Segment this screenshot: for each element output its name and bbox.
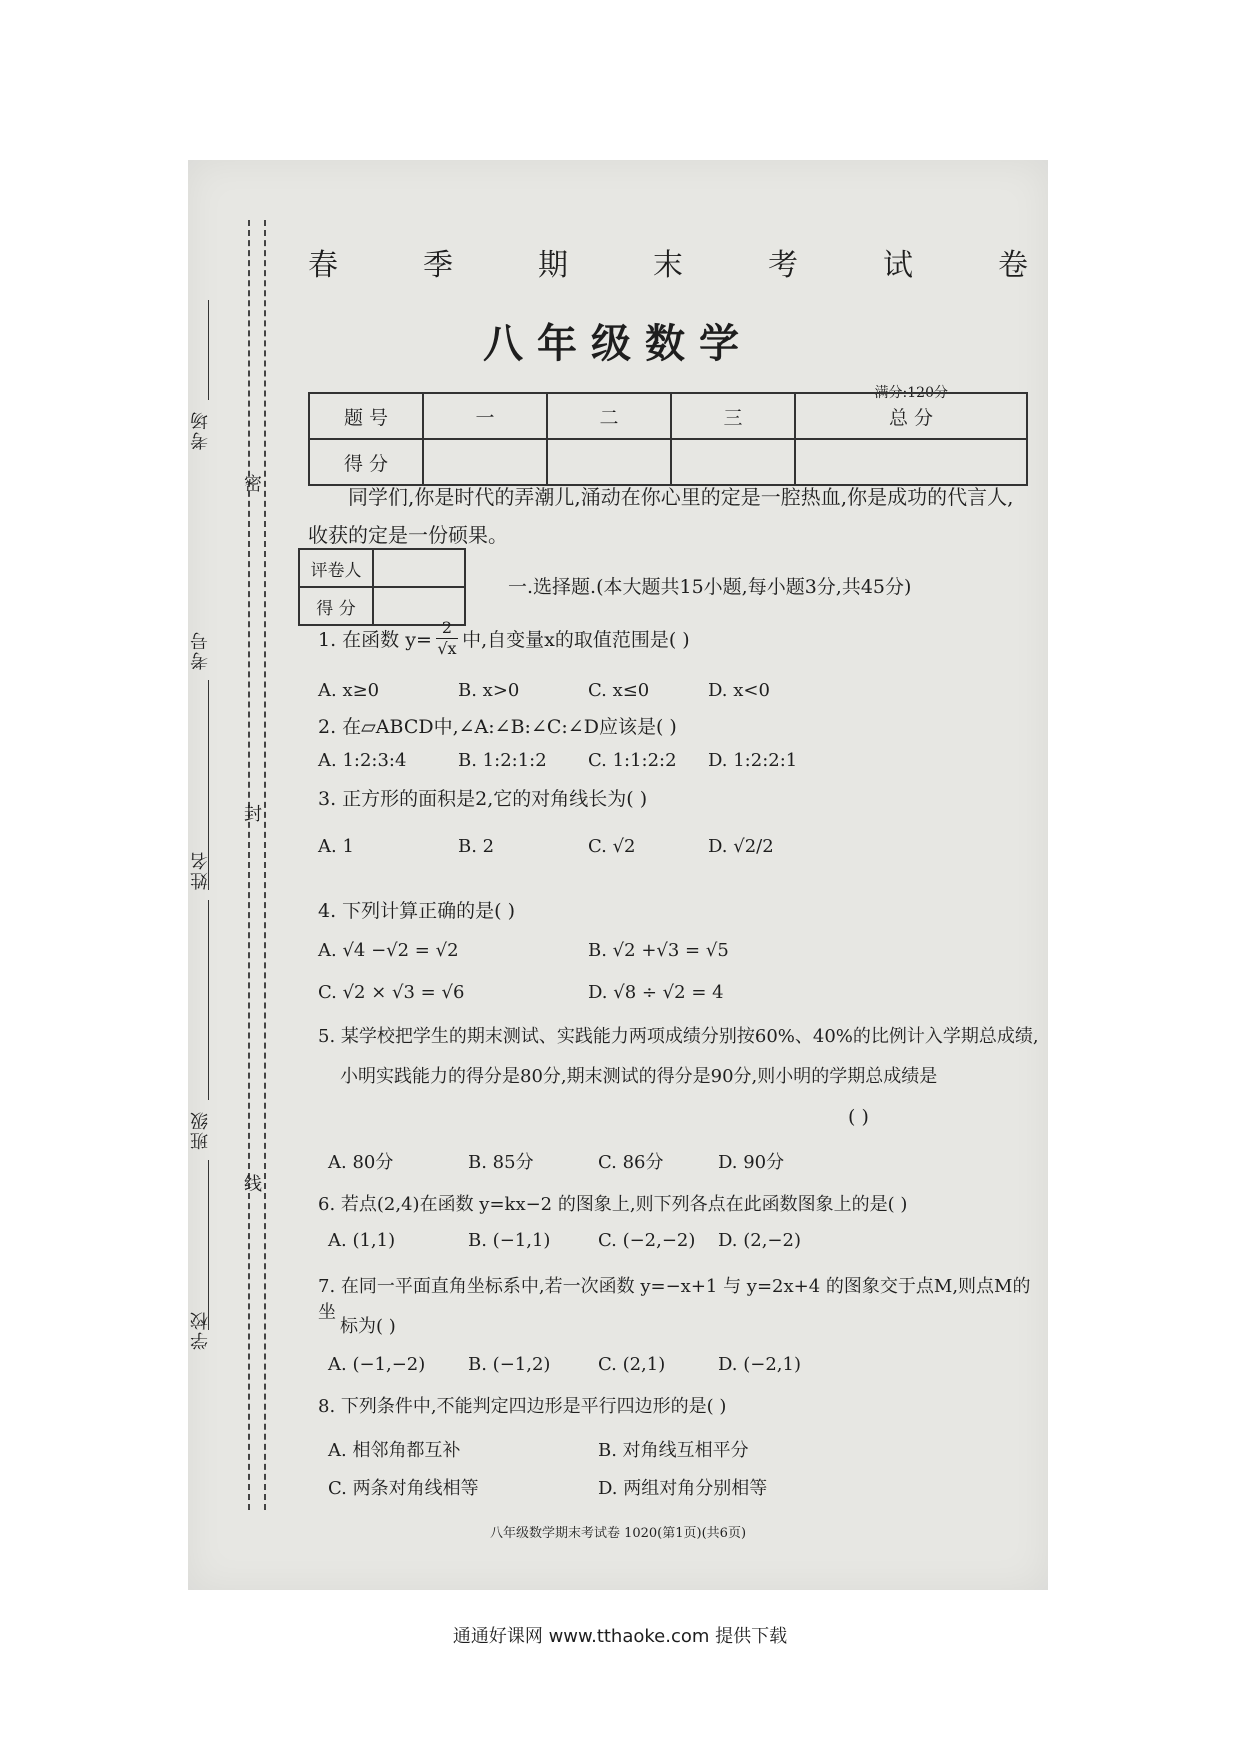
option[interactable]: C. (2,1) (598, 1354, 666, 1375)
option[interactable]: B. 2 (458, 836, 495, 857)
option[interactable]: D. (−2,1) (718, 1354, 801, 1375)
subject-title: 八年级数学 (483, 320, 753, 367)
option[interactable]: A. √4 −√2 = √2 (318, 940, 459, 961)
option[interactable]: A. 80分 (328, 1152, 394, 1173)
question-6: 6. 若点(2,4)在函数 y=kx−2 的图象上,则下列各点在此函数图象上的是( ) (318, 1194, 908, 1215)
exam-title (308, 240, 1028, 284)
option[interactable]: A. x≥0 (318, 680, 380, 701)
table-cell: 评卷人 (299, 549, 373, 587)
exam-title-char: 期 (538, 248, 568, 283)
answer-paren[interactable]: ( ) (848, 1106, 869, 1128)
download-credit: 通通好课网 www.tthaoke.com 提供下载 (452, 1626, 788, 1647)
section-title: 一.选择题.(本大题共15小题,每小题3分,共45分) (508, 576, 912, 598)
option[interactable]: D. √2/2 (708, 836, 774, 857)
score-table (308, 392, 1028, 486)
option[interactable]: A. 1:2:3:4 (318, 750, 407, 771)
page-footer: 八年级数学期末考试卷 1020(第1页)(共6页) (489, 1526, 747, 1541)
seal-mark-mi: 密 (244, 474, 262, 495)
option[interactable]: C. 两条对角线相等 (328, 1478, 479, 1499)
question-8: 8. 下列条件中,不能判定四边形是平行四边形的是( ) (318, 1396, 727, 1417)
exam-title-char: 末 (653, 248, 683, 283)
question-2: 2. 在▱ABCD中,∠A:∠B:∠C:∠D应该是( ) (318, 716, 677, 738)
binding-label-class: 班级 (190, 1110, 211, 1150)
option[interactable]: D. 1:2:2:1 (708, 750, 798, 771)
option[interactable]: D. √8 ÷ √2 = 4 (588, 982, 724, 1003)
option[interactable]: C. √2 (588, 836, 636, 857)
option[interactable]: B. 1:2:1:2 (458, 750, 547, 771)
option[interactable]: D. 两组对角分别相等 (598, 1478, 768, 1499)
option[interactable]: B. (−1,2) (468, 1354, 551, 1375)
question-7: 7. 在同一平面直角坐标系中,若一次函数 y=−x+1 与 y=2x+4 的图象交于点M,则点M的坐 (318, 1276, 1031, 1323)
binding-label-number: 考号 (190, 630, 211, 670)
radicand: x (447, 639, 457, 658)
table-cell: 得 分 (299, 587, 373, 625)
option[interactable]: C. x≤0 (588, 680, 650, 701)
option[interactable]: C. 86分 (598, 1152, 664, 1173)
option[interactable]: A. (−1,−2) (328, 1354, 426, 1375)
binding-label-name: 姓名 (190, 850, 211, 890)
question-4: 4. 下列计算正确的是( ) (318, 900, 516, 922)
option[interactable]: D. (2,−2) (718, 1230, 801, 1251)
option[interactable]: C. √2 × √3 = √6 (318, 982, 465, 1003)
option[interactable]: B. (−1,1) (468, 1230, 551, 1251)
seal-mark-feng: 封 (244, 804, 262, 825)
question-5-line2: 小明实践能力的得分是80分,期末测试的得分是90分,则小明的学期总成绩是 (340, 1066, 938, 1087)
table-row (309, 393, 1027, 439)
fraction-numerator: 2 (436, 618, 458, 639)
binding-line-outer (248, 220, 250, 1510)
exam-title-char: 卷 (998, 248, 1028, 283)
question-1 (318, 618, 690, 659)
binding-label-school: 学校 (190, 1310, 211, 1350)
question-5: 5. 某学校把学生的期末测试、实践能力两项成绩分别按60%、40%的比例计入学期总成绩, (318, 1026, 1039, 1047)
exam-title-char: 考 (768, 248, 798, 283)
option[interactable]: B. x>0 (458, 680, 520, 701)
fraction-denominator: √x (437, 639, 457, 658)
option[interactable]: B. 对角线互相平分 (598, 1440, 749, 1461)
table-cell: 总 分 (795, 393, 1027, 439)
question-stem-tail: 中,自变量x的取值范围是( ) (462, 629, 690, 651)
table-cell: 三 (671, 393, 795, 439)
intro-paragraph: 同学们,你是时代的弄潮儿,涌动在你心里的定是一腔热血,你是成功的代言人,收获的定是一份硕果。 (308, 485, 1014, 547)
table-cell: 一 (423, 393, 547, 439)
exam-title-char: 试 (883, 248, 913, 283)
exam-title-char: 季 (423, 248, 453, 283)
binding-label-room: 考场 (190, 410, 211, 450)
option[interactable]: C. 1:1:2:2 (588, 750, 677, 771)
option[interactable]: D. x<0 (708, 680, 770, 701)
seal-mark-xian: 线 (244, 1174, 262, 1195)
table-cell: 得 分 (309, 439, 423, 485)
option[interactable]: B. 85分 (468, 1152, 534, 1173)
table-cell: 二 (547, 393, 671, 439)
binding-blank-class (208, 1160, 209, 1330)
exam-sheet (188, 160, 1048, 1590)
exam-title-char: 春 (308, 248, 338, 283)
binding-blank-name (208, 900, 209, 1100)
fraction (436, 618, 458, 659)
table-cell: 题 号 (309, 393, 423, 439)
question-stem: 1. 在函数 y= (318, 629, 432, 651)
question-7-line2: 标为( ) (340, 1316, 396, 1337)
option[interactable]: A. (1,1) (328, 1230, 396, 1251)
option[interactable]: B. √2 +√3 = √5 (588, 940, 729, 961)
option[interactable]: C. (−2,−2) (598, 1230, 696, 1251)
option[interactable]: A. 相邻角都互补 (328, 1440, 461, 1461)
full-mark: 满分:120分 (874, 385, 948, 401)
grader-table (298, 548, 466, 626)
grader-blank[interactable] (373, 549, 465, 587)
option[interactable]: A. 1 (318, 836, 354, 857)
option[interactable]: D. 90分 (718, 1152, 785, 1173)
table-row (299, 549, 465, 587)
binding-line-inner (264, 220, 266, 1510)
question-3: 3. 正方形的面积是2,它的对角线长为( ) (318, 788, 648, 810)
